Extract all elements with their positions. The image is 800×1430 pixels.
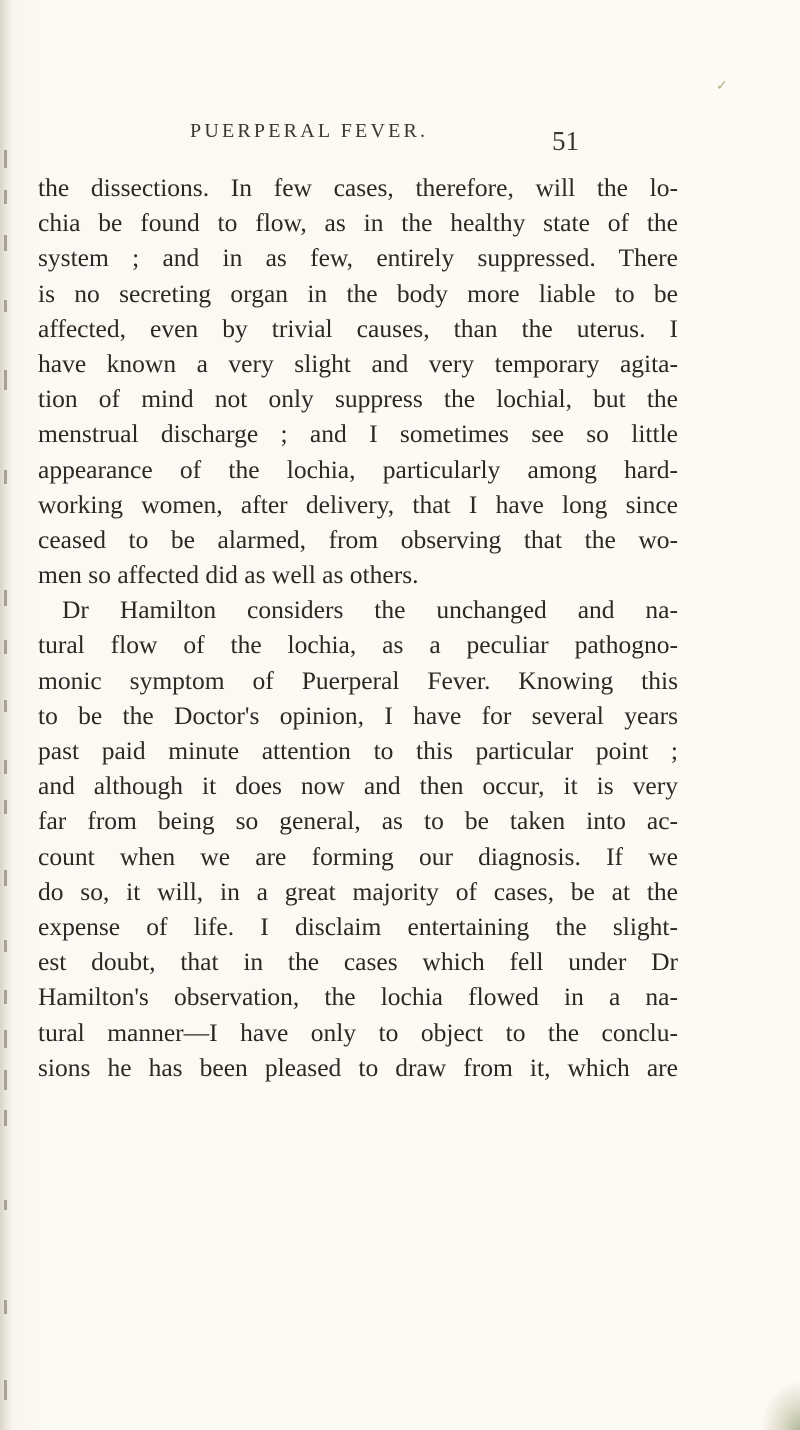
text-line: count when we are forming our diagnosis. If we: [38, 841, 678, 871]
running-head: [0, 120, 800, 160]
text-line: menstrual discharge ; and I sometimes see so little: [38, 419, 678, 449]
text-line: system ; and in as few, entirely suppressed. There: [38, 243, 678, 273]
text-line: chia be found to flow, as in the healthy state of the: [38, 208, 678, 238]
body-text: [38, 170, 678, 1085]
text-line: do so, it will, in a great majority of cases, be at the: [38, 876, 678, 906]
text-line: monic symptom of Puerperal Fever. Knowing this: [38, 665, 678, 695]
text-line: past paid minute attention to this particular point ;: [38, 736, 678, 765]
text-line: Hamilton's observation, the lochia flowed in a na-: [38, 982, 678, 1012]
text-line: appearance of the lochia, particularly among hard-: [38, 454, 678, 484]
page-number: 51: [552, 126, 579, 156]
text-line: working women, after delivery, that I have long since: [38, 489, 678, 519]
binding-gutter: [0, 0, 12, 1430]
text-line: sions he has been pleased to draw from it, which are: [38, 1052, 678, 1082]
text-line: tion of mind not only suppress the lochial, but the: [38, 384, 678, 414]
text-line: have known a very slight and very temporary agita-: [38, 348, 678, 378]
text-line: is no secreting organ in the body more liable to be: [38, 278, 678, 308]
text-line: expense of life. I disclaim entertaining the slight-: [38, 911, 678, 941]
text-line: tural manner—I have only to object to the conclu-: [38, 1017, 678, 1047]
text-line: to be the Doctor's opinion, I have for several years: [38, 700, 678, 730]
running-title: PUERPERAL FEVER.: [190, 120, 429, 142]
text-line: est doubt, that in the cases which fell under Dr: [38, 947, 678, 977]
text-line: ceased to be alarmed, from observing that the wo-: [38, 524, 678, 554]
paragraph-first-line: Dr Hamilton considers the unchanged and na-: [62, 595, 678, 625]
text-line: the dissections. In few cases, therefore, will the lo-: [38, 173, 678, 202]
pencil-tick-mark: ✓: [716, 79, 728, 94]
text-line: men so affected did as well as others.: [38, 560, 419, 590]
text-line: far from being so general, as to be taken into ac-: [38, 806, 678, 836]
corner-stain: [760, 1380, 800, 1430]
text-line: affected, even by trivial causes, than the uterus. I: [38, 313, 678, 343]
text-line: and although it does now and then occur, it is very: [38, 771, 678, 801]
text-line: tural flow of the lochia, as a peculiar pathogno-: [38, 630, 678, 660]
